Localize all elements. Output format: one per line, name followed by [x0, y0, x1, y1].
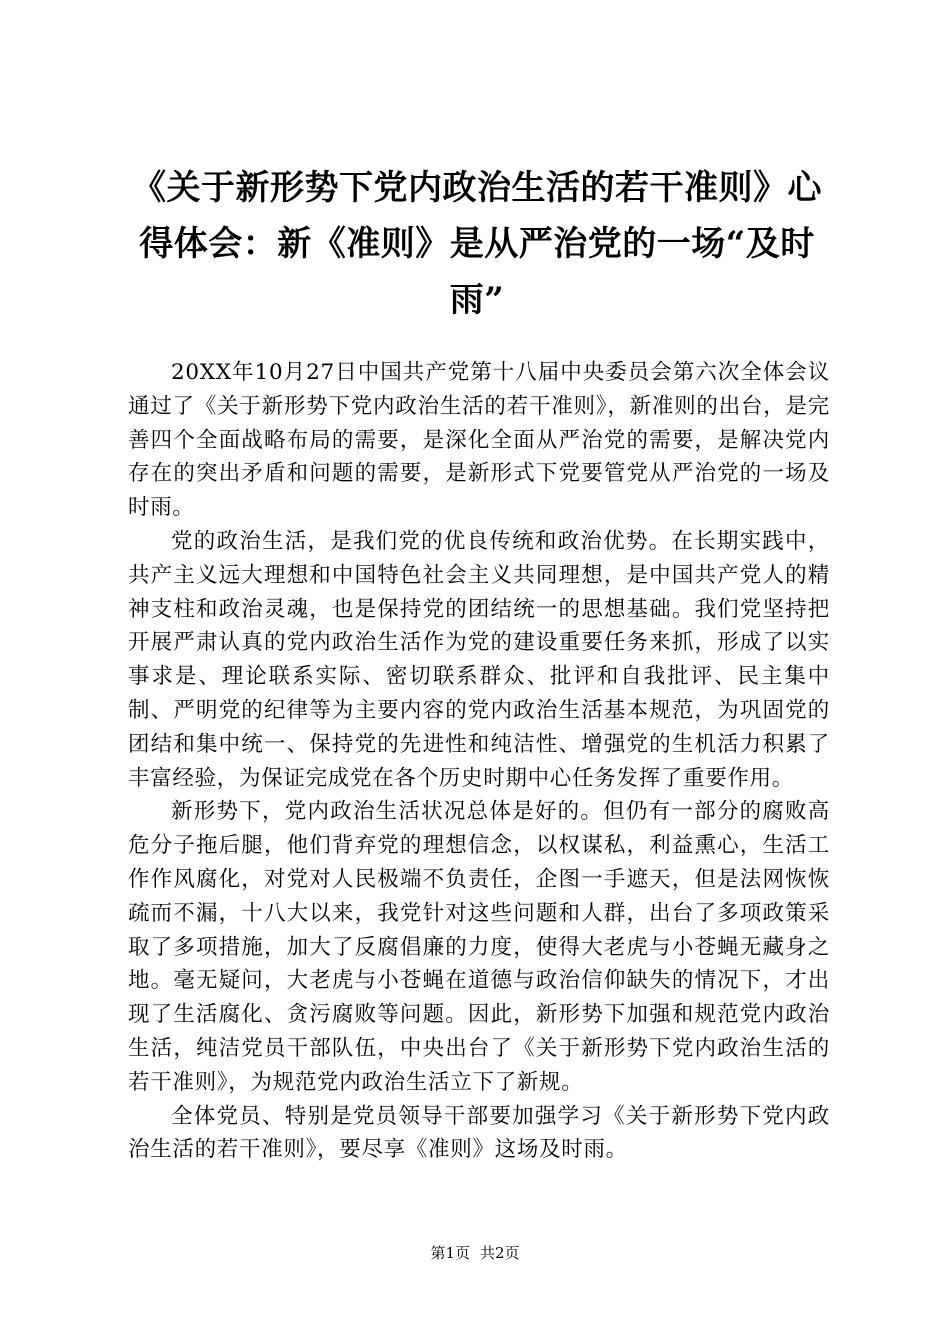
page-number: 第1页: [430, 1244, 470, 1262]
document-title: 《关于新形势下党内政治生活的若干准则》心得体会：新《准则》是从严治党的一场“及时雨”: [132, 168, 822, 320]
document-body: [128, 356, 830, 1167]
paragraph-3: 新形势下，党内政治生活状况总体是好的。但仍有一部分的腐败高危分子拖后腿，他们背弃党的理想信念，以权谋私，利益熏心，生活工作作风腐化，对党对人民极端不负责任，企图一手遮天，但是法网恢恢疏而不漏，十八大以来，我党针对这些问题和人群，出台了多项政策采取了多项措施，加大了反腐倡廉的力度，使得大老虎与小苍蝇无藏身之地。毫无疑问，大老虎与小苍蝇在道德与政治信仰缺失的情况下，才出现了生活腐化、贪污腐败等问题。因此，新形势下加强和规范党内政治生活，纯洁党员干部队伍，中央出台了《关于新形势下党内政治生活的若干准则》，为规范党内政治生活立下了新规。: [128, 799, 830, 1095]
paragraph-4: 全体党员、特别是党员领导干部要加强学习《关于新形势下党内政治生活的若干准则》，要尽享《准则》这场及时雨。: [128, 1103, 830, 1163]
page-total: 共2页: [480, 1244, 520, 1262]
paragraph-1: 20XX年10月27日中国共产党第十八届中央委员会第六次全体会议通过了《关于新形势下党内政治生活的若干准则》，新准则的出台，是完善四个全面战略布局的需要，是深化全面从严治党的需要，是解决党内存在的突出矛盾和问题的需要，是新形式下党要管党从严治党的一场及时雨。: [128, 360, 830, 521]
page-footer: [0, 1242, 950, 1264]
paragraph-2: 党的政治生活，是我们党的优良传统和政治优势。在长期实践中，共产主义远大理想和中国特色社会主义共同理想，是中国共产党人的精神支柱和政治灵魂，也是保持党的团结统一的思想基础。我们党坚持把开展严肃认真的党内政治生活作为党的建设重要任务来抓，形成了以实事求是、理论联系实际、密切联系群众、批评和自我批评、民主集中制、严明党的纪律等为主要内容的党内政治生活基本规范，为巩固党的团结和集中统一、保持党的先进性和纯洁性、增强党的生机活力积累了丰富经验，为保证完成党在各个历史时期中心任务发挥了重要作用。: [128, 528, 830, 791]
